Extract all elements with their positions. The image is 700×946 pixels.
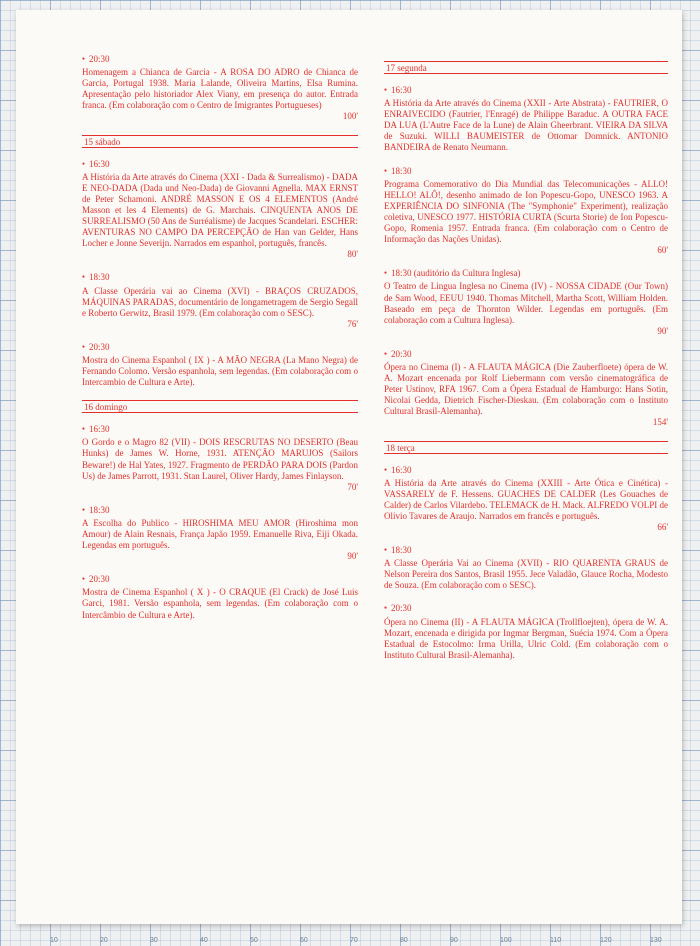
screening-duration: 80' (347, 249, 358, 260)
screening-description (384, 617, 668, 661)
screening-time: ● 18:30 (384, 545, 668, 556)
screening-time: ● 16:30 (82, 424, 358, 435)
screening-duration: 100' (342, 111, 358, 122)
screening-text: A Escolha do Publico - HIROSHIMA MEU AMOR (Hiroshima mon Amour) de Alain Resnais, França Japão 1959. Emanuelle Riva, Eiji Okada. Legendas em português. (82, 517, 358, 551)
screening-text: Programa Comemorativo do Dia Mundial das Telecomunicações - ALLO! HELLO! ALÔ!, desenho animado de Ion Popescu-Gopo, UNESCO 1963. A EXPERIÊNCIA DO SINFONIA (The "Symphonie" Experiment), realização coletiva, UNESCO 1977. HISTÓRIA CURTA (Scurta Storie) de Ion Popescu-Gopo, Romenia 1957. Entrada franca. (Em colaboração com o Centro de Informação das Nações Unidas). (384, 178, 668, 245)
screening-text: A Classe Operária Vai ao Cinema (XVII) - RIO QUARENTA GRAUS de Nelson Pereira dos Santos, Brasil 1955. Jece Valadão, Glauce Rocha, Modesto de Souza. (Em colaboração com o SESC). (384, 558, 668, 591)
screening-text: Ópera no Cinema (II) - A FLAUTA MÁGICA (Trollfloejten), ópera de W. A. Mozart, encenada e dirigida por Ingmar Bergman, Suécia 1974. Com a Ópera Estadual de Estocolmo: Irma Urilla, Ulric Cold. (Em colaboração com o Instituto Cultural Brasil-Alemanha). (384, 616, 668, 660)
screening-description (384, 281, 668, 336)
screening-text: Homenagem a Chianca de Garcia - A ROSA DO ADRO de Chianca de Garcia, Portugal 1938. Maria Lalande, Oliveira Martins, Elsa Rumina. Apresentação pelo historiador Alex Viany, em presença do autor. Entrada franca. (Em colaboração com o Centro de Imigrantes Portugueses) (82, 67, 358, 111)
screening-duration: 90' (347, 551, 358, 562)
screening-entry (82, 54, 358, 123)
day-header: 17 segunda (384, 61, 668, 74)
screening-description (384, 558, 668, 591)
program-sheet (16, 10, 682, 924)
screening-entry (384, 349, 668, 429)
screening-entry (82, 272, 358, 329)
screening-text: A Classe Operária vai ao Cinema (XVI) - BRAÇOS CRUZADOS, MÁQUINAS PARADAS, documentário de longametragem de Sergio Segall e Roberto Gerwitz, Brasil 1979. (Em colaboração com o SESC). (82, 285, 358, 318)
screening-time: ● 20:30 (82, 54, 358, 65)
screening-duration: 90' (657, 325, 668, 336)
screening-duration: 66' (657, 522, 668, 532)
screening-description (82, 286, 358, 330)
screening-entry (384, 166, 668, 257)
screening-time: ● 18:30 (82, 505, 358, 516)
screening-description (82, 67, 358, 122)
screening-text: Ópera no Cinema (I) - A FLAUTA MÁGICA (Die Zauberfloete) ópera de W. A. Mozart encenada por Rolf Liebermann com versão cinematográfica de Peter Ustinov, RFA 1967. Com a Ópera Estadual de Hamburgo: Hans Sotin, Nicolai Gedda, Dietrich Fischer-Dieskau. (Em colaboração com o Instituto Cultural Brasil-Alemanha). (384, 361, 668, 417)
screening-text: O Teatro de Lingua Inglesa no Cinema (IV) - NOSSA CIDADE (Our Town) de Sam Wood, EEUU 1940. Thomas Mitchell, Martha Scott, William Holden. Baseado em peça de Thornton Wilder. Legendas em português. (Em colaboração com a Cultura Inglesa). (384, 281, 668, 325)
right-column (384, 54, 668, 673)
screening-text: O Gordo e o Magro 82 (VII) - DOIS RESCRUTAS NO DESERTO (Beau Hunks) de James W. Horne, 1931. ATENÇÃO MARUJOS (Sailors Beware!) de Hal Yates, 1927. Fragmento de PERDÃO PARA DOIS (Pardon Us) de James Parrott, 1931. Stan Laurel, Oliver Hardy, James Finlayson. (82, 437, 358, 481)
screening-entry (82, 159, 358, 261)
screening-entry (384, 465, 668, 534)
screening-time: ● 16:30 (384, 465, 668, 476)
screening-text: A História da Arte através do Cinema (XXII - Arte Abstrata) - FAUTRIER, O ENRAIVECIDO (Fautrier, l'Enragé) de Philippe Baraduc. A OUTRA FACE DA LUA (L'Autre Face de la Lune) de Alain Gheerbrant. VIEIRA DA SILVA de Suzuki. WILLI BAUMEISTER de Ottomar Domnick. ANTONIO BANDEIRA de Renato Neumann. (384, 98, 668, 153)
screening-duration: 76' (347, 318, 358, 329)
screening-time: ● 18:30 (82, 272, 358, 283)
screening-time: ● 20:30 (384, 349, 668, 360)
screening-time: ● 16:30 (82, 159, 358, 170)
screening-time: ● 16:30 (384, 85, 668, 96)
left-column (82, 54, 358, 633)
screening-time: ● 20:30 (82, 574, 358, 585)
day-header: 18 terça (384, 441, 668, 454)
screening-description (82, 518, 358, 562)
screening-description (384, 98, 668, 153)
screening-entry (82, 505, 358, 562)
screening-description (82, 172, 358, 261)
screening-text: A História da Arte através do Cinema (XXI - Dada & Surrealismo) - DADA E NEO-DADA (Dada und Neo-Dada) de Giovanni Agnella. MAX ERNST de Peter Schamoni. ANDRÉ MASSON E OS 4 ELEMENTOS (André Masson et les 4 Elements) de G. Marchais. CINQUENTA ANOS DE SURREALISMO (50 Ans de Surréalisme) de Jacques Scandelari. ESCHER: AVENTURAS NO CAMPO DA PERCEPÇÃO de Han van Gelder, Hans Locher e Jonne Severijn. Narrados em espanhol, português, francês. (82, 171, 358, 249)
screening-description (82, 437, 358, 492)
day-header: 15 sábado (82, 135, 358, 148)
screening-entry (384, 545, 668, 591)
screening-description (384, 179, 668, 257)
screening-text: Mostra de Cinema Espanhol ( X ) - O CRAQUE (El Crack) de José Luis Garci, 1981. Versão espanhola, sem legendas. (Em colaboração com o Intercâmbio de Cultura e Arte). (82, 587, 358, 620)
screening-entry (82, 574, 358, 620)
screening-time: ● 20:30 (82, 342, 358, 353)
day-header: 16 domingo (82, 400, 358, 413)
screening-description (82, 355, 358, 388)
screening-text: A História da Arte através do Cinema (XXIII - Arte Ótica e Cinética) - VASSARELY de F. Hessens. GUACHES DE CALDER (Les Gouaches de Calder) de Carlos Vilardebo. TELEMACK de H. Mack. ALFREDO VOLPI de Olívio Tavares de Araujo. Narrados em francês e português. (384, 477, 668, 521)
screening-time: ● 18:30 (384, 166, 668, 177)
screening-duration: 70' (347, 481, 358, 492)
screening-time: ● 18:30 (auditório da Cultura Inglesa) (384, 268, 668, 279)
screening-entry (82, 424, 358, 493)
screening-time: ● 20:30 (384, 603, 668, 614)
screening-description (384, 478, 668, 533)
screening-description (82, 587, 358, 620)
screening-entry (384, 268, 668, 337)
screening-duration: 60' (657, 245, 668, 256)
grid-ruler: 10 20 30 40 50 60 70 80 90 100 110 120 130 (50, 937, 662, 944)
screening-entry (82, 342, 358, 388)
screening-description (384, 362, 668, 429)
screening-entry (384, 85, 668, 154)
screening-text: Mostra do Cinema Espanhol ( IX ) - A MÃO NEGRA (La Mano Negra) de Fernando Colomo. Versão espanhola, sem legendas. (Em colaboração com o Intercambio de Cultura e Arte). (82, 354, 358, 388)
screening-entry (384, 603, 668, 660)
screening-duration: 154' (652, 417, 668, 428)
